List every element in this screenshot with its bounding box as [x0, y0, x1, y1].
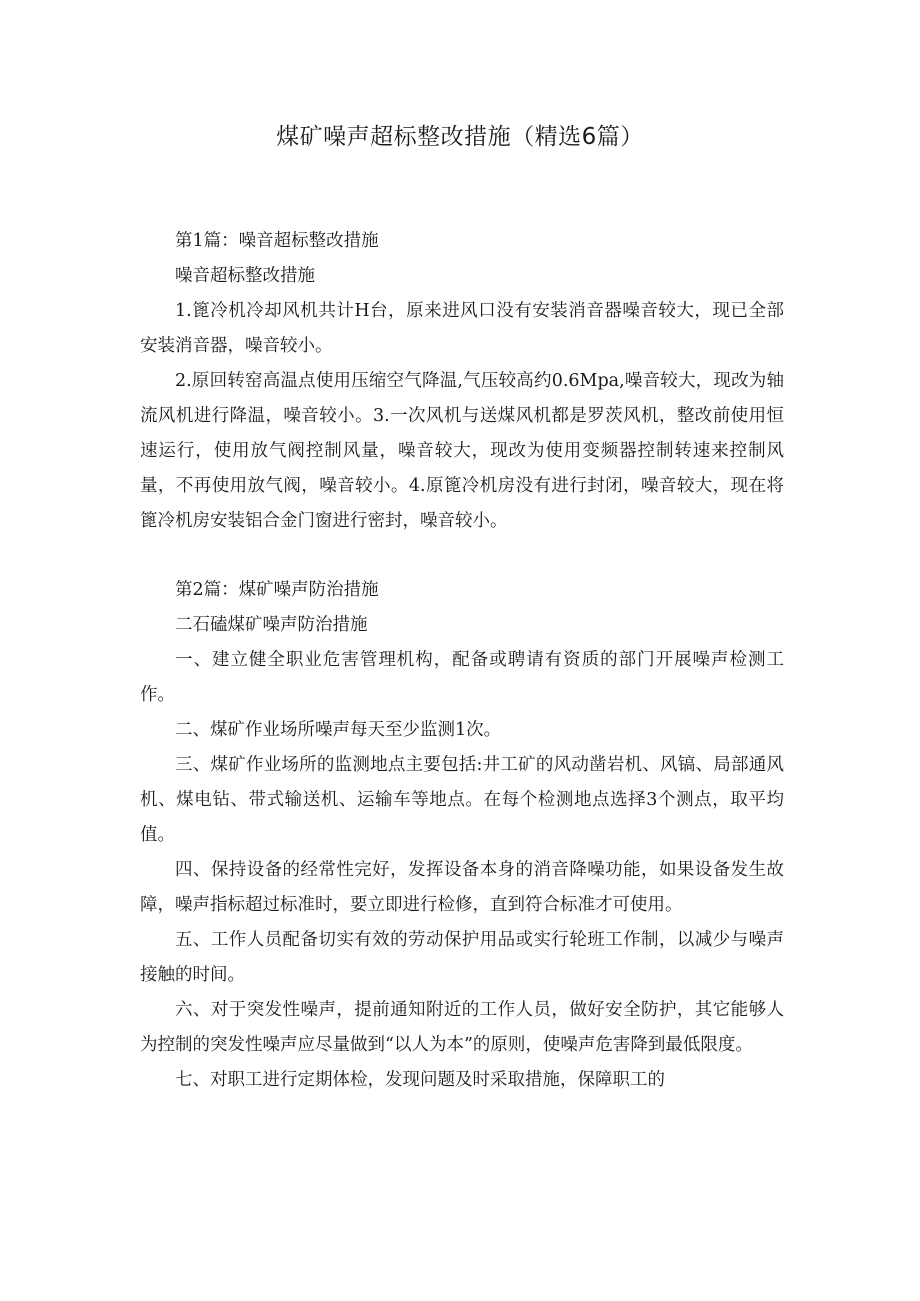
section-2-paragraph: 二、煤矿作业场所噪声每天至少监测1次。 — [175, 720, 502, 740]
section-1-heading: 第1篇：噪音超标整改措施 — [175, 231, 379, 251]
section-2-paragraph: 七、对职工进行定期体检，发现问题及时采取措施，保障职工的 — [175, 1070, 665, 1090]
section-1-paragraph: 1.篦冷机冷却风机共计H台，原来进风口没有安装消音器噪音较大，现已全部安装消音器，噪音较小。 — [140, 301, 784, 356]
section-2-paragraph: 一、建立健全职业危害管理机构，配备或聘请有资质的部门开展噪声检测工作。 — [140, 650, 784, 705]
document-title: 煤矿噪声超标整改措施（精选6篇） — [276, 124, 644, 150]
document-body — [140, 224, 784, 1098]
section-1-subheading: 噪音超标整改措施 — [175, 266, 315, 286]
section-2-paragraph: 三、煤矿作业场所的监测地点主要包括:井工矿的风动凿岩机、风镐、局部通风机、煤电钻、带式输送机、运输车等地点。在每个检测地点选择3个测点，取平均值。 — [140, 755, 784, 845]
section-2-paragraph: 五、工作人员配备切实有效的劳动保护用品或实行轮班工作制，以减少与噪声接触的时间。 — [140, 930, 784, 985]
section-2-paragraph: 四、保持设备的经常性完好，发挥设备本身的消音降噪功能，如果设备发生故障，噪声指标超过标准时，要立即进行检修，直到符合标准才可使用。 — [140, 860, 784, 915]
section-1-paragraph: 2.原回转窑高温点使用压缩空气降温,气压较高约0.6Mpa,噪音较大，现改为轴流风机进行降温，噪音较小。3.一次风机与送煤风机都是罗茨风机，整改前使用恒速运行，使用放气阀控制风量，噪音较大，现改为使用变频器控制转速来控制风量，不再使用放气阀，噪音较小。4.原篦冷机房没有进行封闭，噪音较大，现在将篦冷机房安装铝合金门窗进行密封，噪音较小。 — [140, 371, 784, 531]
section-2-subheading: 二石磕煤矿噪声防治措施 — [175, 615, 368, 635]
section-2-paragraph: 六、对于突发性噪声，提前通知附近的工作人员，做好安全防护，其它能够人为控制的突发性噪声应尽量做到“以人为本”的原则，使噪声危害降到最低限度。 — [140, 1000, 784, 1055]
section-2-heading: 第2篇：煤矿噪声防治措施 — [175, 580, 379, 600]
